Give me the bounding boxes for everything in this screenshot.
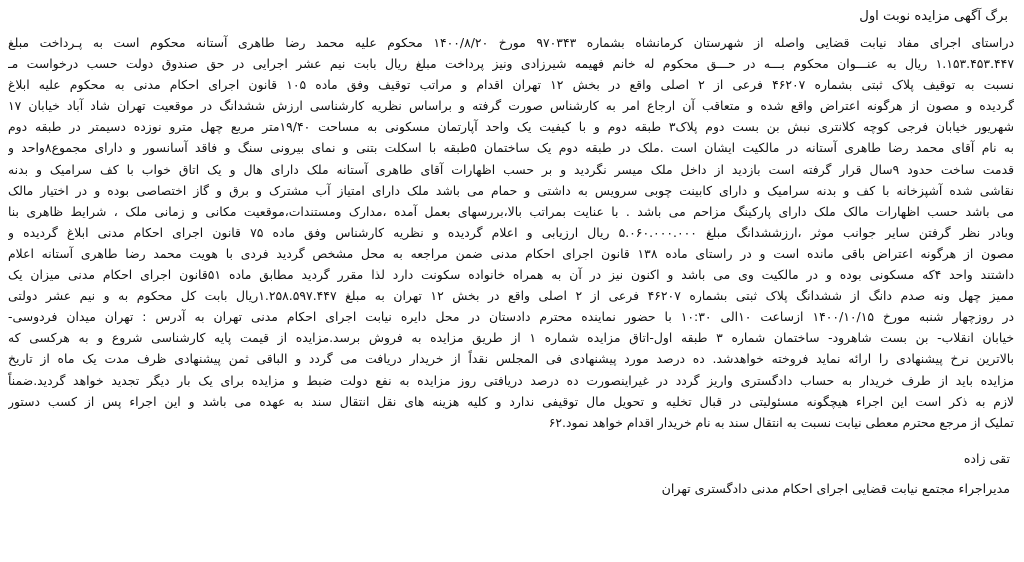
body-line: مزایده باید از طرف خریدار به حساب دادگستری واریز گردد در غیراینصورت ده درصد دریافتی روز مزایده به نفع دولت ضبط و مزایده برای یک بار دیگر تجدید خواهد گردید.ضمناً (8, 372, 1014, 388)
body-line: گردیده و مصون از هرگونه اعتراض واقع شده و متعاقب آن ارجاع امر به کارشناس صورت گرفته و براساس نظریه کارشناسی ارزش ششدانگ در موقعیت تهران شاد آباد خیابان ۱۷ (8, 98, 1014, 114)
body-line: در روزچهار شنبه مورخ ۱۴۰۰/۱۰/۱۵ ازساعت ۱۰الی ۱۰:۳۰ با حضور نماینده محترم دادستان در محل دایره نیابت اجرای احکام مدنی تهران به آدرس : تهران میدان فردوسی- (8, 309, 1014, 325)
body-line: بالاترین نرخ پیشنهادی را ارائه نماید فروخته خواهدشد. ده درصد مورد پیشنهادی فی المجلس نقداً از خریدار دریافت می گردد و الباقی ثمن پیشنهادی ظرف مدت یک ماه از تاریخ (8, 351, 1014, 367)
body-line: به نام آقای محمد رضا طاهری آستانه در مالکیت ایشان است .ملک در طبقه دوم یک ساختمان ۵طبقه با اسکلت بتنی و نمای بیرونی سنگ و فاقد آسانسور و دارای مجموع۸واحد و (8, 140, 1014, 156)
body-line: مصون از هرگونه اعتراض باقی مانده است و در راستای ماده ۱۳۸ قانون اجرای احکام مدنی ضمن مراجعه به محل مشخص گردید فردی با هویت محمد رضا طاهری آستانه اعلام (8, 245, 1014, 261)
notice-body (8, 32, 1014, 433)
body-line: شهریور خیابان فرجی کوچه کلانتری نبش بن بست دوم پلاک۳ طبقه دوم و با کیفیت یک واحد آپارتمان مسکونی به مساحت ۱۹/۴۰متر مربع چهل مترو نوزده دسیمتر در طبقه دوم (8, 119, 1014, 135)
body-line: ۱.۱۵۳.۴۵۳.۴۴۷ ریال به عنـــوان محکوم بـــه در حـــق محکوم له خانم فهیمه شیرزادی ونیز پرداخت مبلغ ریال بابت نیم عشر اجرایی در حق صندوق دولت حسب درخواست مـ (8, 56, 1014, 72)
body-line: داشتند واحد ۴که مسکونی بوده و در مالکیت وی می باشد و اکنون نیز در آن به همراه خانواده سکونت دارد لذا مقرر گردید مطابق ماده ۵۱قانون اجرای احکام مدنی میزان یک (8, 267, 1014, 283)
body-line: لازم به ذکر است این اجراء هیچگونه مسئولیتی در قبال تخلیه و تحویل مال توقیفی ندارد و کلیه هزینه های نقل انتقال سند به عهده می باشد و این اجراء پس از کسب دستور (8, 393, 1014, 409)
body-line: ممیز چهل ونه صدم دانگ از ششدانگ پلاک ثبتی بشماره ۴۶۲۰۷ فرعی از ۲ اصلی واقع در بخش ۱۲ تهران به مبلغ ۱.۲۵۸.۵۹۷.۴۴۷ریال بابت کل محکوم به و نیم عشر دولتی (8, 288, 1014, 304)
body-line: خیابان انقلاب- بن بست شاهرود- ساختمان شماره ۳ طبقه اول-اتاق مزایده شماره ۱ از طریق مزایده به فروش برسد.مزایده از قیمت پایه کارشناسی شروع و به هرکسی که (8, 330, 1014, 346)
body-line: نسبت به توقیف پلاک ثبتی بشماره ۴۶۲۰۷ فرعی از ۲ اصلی واقع در بخش ۱۲ تهران اقدام و مراتب توقیف وفق ماده ۱۰۵ قانون اجرای احکام مدنی به محکوم علیه ابلاغ (8, 77, 1014, 93)
body-line: قدمت ساخت حدود ۹سال قرار گرفته است بازدید از داخل ملک میسر نگردید و بر حسب اظهارات آقای طاهری آستانه ملک دارای هال و یک اتاق خواب با کف سرامیک و بدنه (8, 161, 1014, 177)
body-line: وبادر نظر گرفتن سایر جوانب موثر ،ارزششدانگ مبلغ ۵.۰۶۰.۰۰۰.۰۰۰ ریال ارزیابی و اعلام گردیده و نظریه کارشناس وفق ماده ۷۵ قانون اجرای احکام مدنی ابلاغ گردیده و (8, 224, 1014, 240)
body-line: دراستای اجرای مفاد نیابت قضایی واصله از شهرستان کرمانشاه بشماره ۹۷۰۳۴۳ مورخ ۱۴۰۰/۸/۲۰ محکوم علیه محمد رضا طاهری آستانه محکوم است به پـرداخت مبلغ (8, 35, 1014, 50)
body-line: نقاشی شده آشپزخانه با کف و بدنه سرامیک و دارای کابینت چوبی سرویس به داشتی و حمام می باشد ملک دارای امتیاز آب مشترک و برق و گاز اختصاصی بوده و در اختیار مالک (8, 182, 1014, 198)
notice-title: برگ آگهی مزایده نوبت اول (859, 9, 1008, 24)
body-line: تملیک از مرجع محترم معطی نیابت نسبت به انتقال سند به نام خریدار اقدام خواهد نمود.۶۲ (548, 414, 1014, 430)
signatory-name: تقی زاده (963, 450, 1010, 466)
body-line: می باشد حسب اظهارات مالک ملک دارای پارکینگ مزاحم می باشد . با عنایت بمراتب بالا،بررسهای بعمل آمده ،مدارک ومستندات،موقعیت مکانی و زمانی ملک ، شرایط ظاهری بنا (8, 203, 1014, 219)
signatory-title: مدیراجراء مجتمع نیابت قضایی اجرای احکام مدنی دادگستری تهران (661, 480, 1010, 496)
